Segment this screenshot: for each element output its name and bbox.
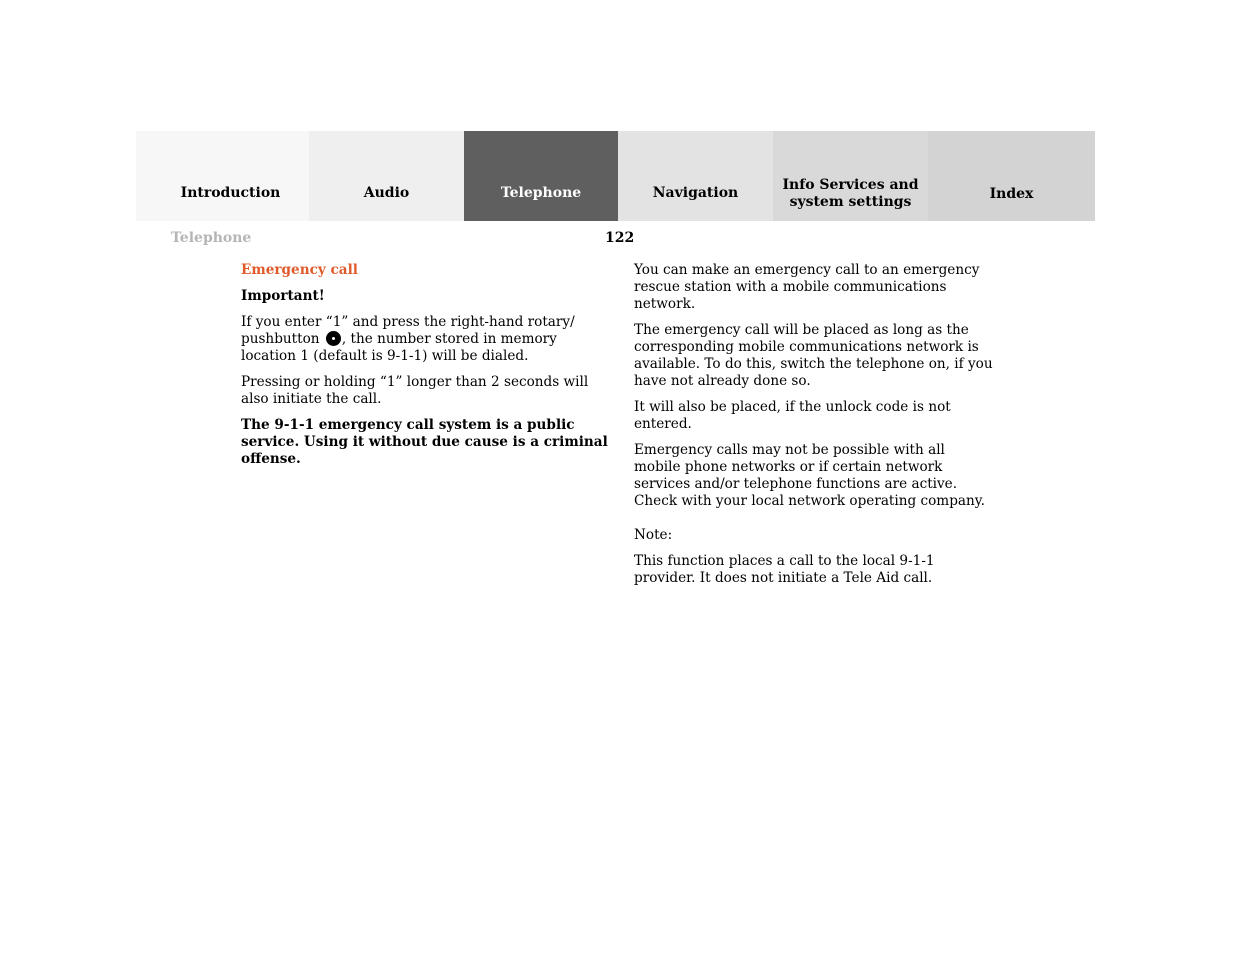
rotary-pushbutton-icon — [326, 331, 341, 346]
tab-introduction-label: Introduction — [180, 185, 281, 201]
tab-info-services-label-line2: system settings — [789, 194, 912, 210]
info-paragraph-1: You can make an emergency call to an emergency rescue station with a mobile communications network. — [634, 262, 980, 312]
dial-instructions-paragraph — [241, 314, 611, 365]
left-column — [241, 262, 611, 477]
note-label: Note: — [634, 527, 673, 543]
note-text: This function places a call to the local 9-1-1 provider. It does not initiate a Tele Aid call. — [634, 553, 935, 586]
tab-telephone-label: Telephone — [500, 185, 582, 201]
info-paragraph-4: Emergency calls may not be possible with all mobile phone networks or if certain network services and/or telephone functions are active. Check with your local network operating company. — [634, 442, 985, 509]
section-heading: Emergency call — [241, 262, 358, 278]
tab-info-services-label-line1: Info Services and — [782, 177, 919, 193]
dial-instructions-text-end: , the number stored in memory location 1 (default is 9-1-1) will be dialed. — [241, 331, 557, 364]
tab-audio[interactable] — [309, 131, 464, 221]
tab-audio-label: Audio — [363, 185, 410, 201]
info-paragraph-3: It will also be placed, if the unlock code is not entered. — [634, 399, 951, 432]
important-label: Important! — [241, 288, 325, 304]
tab-index[interactable] — [928, 131, 1095, 221]
chapter-tabs — [136, 131, 1095, 221]
tab-telephone[interactable] — [464, 131, 618, 221]
dial-instructions-text-start: If you enter “1” and press the right-hand rotary/ pushbutton — [241, 314, 575, 347]
tab-index-label: Index — [989, 186, 1034, 202]
tab-navigation[interactable] — [618, 131, 773, 221]
tab-info-services[interactable] — [773, 131, 928, 221]
warning-paragraph: The 9-1-1 emergency call system is a public service. Using it without due cause is a criminal offense. — [241, 417, 608, 467]
tab-navigation-label: Navigation — [652, 185, 739, 201]
tab-info-services-label — [782, 177, 918, 211]
page-number: 122 — [605, 230, 635, 246]
info-paragraph-2: The emergency call will be placed as long as the corresponding mobile communications network is available. To do this, switch the telephone on, if you have not already done so. — [634, 322, 993, 389]
tab-introduction[interactable] — [136, 131, 309, 221]
section-label: Telephone — [171, 230, 252, 246]
right-column — [634, 262, 994, 596]
hold-instructions-paragraph: Pressing or holding “1” longer than 2 seconds will also initiate the call. — [241, 374, 589, 407]
